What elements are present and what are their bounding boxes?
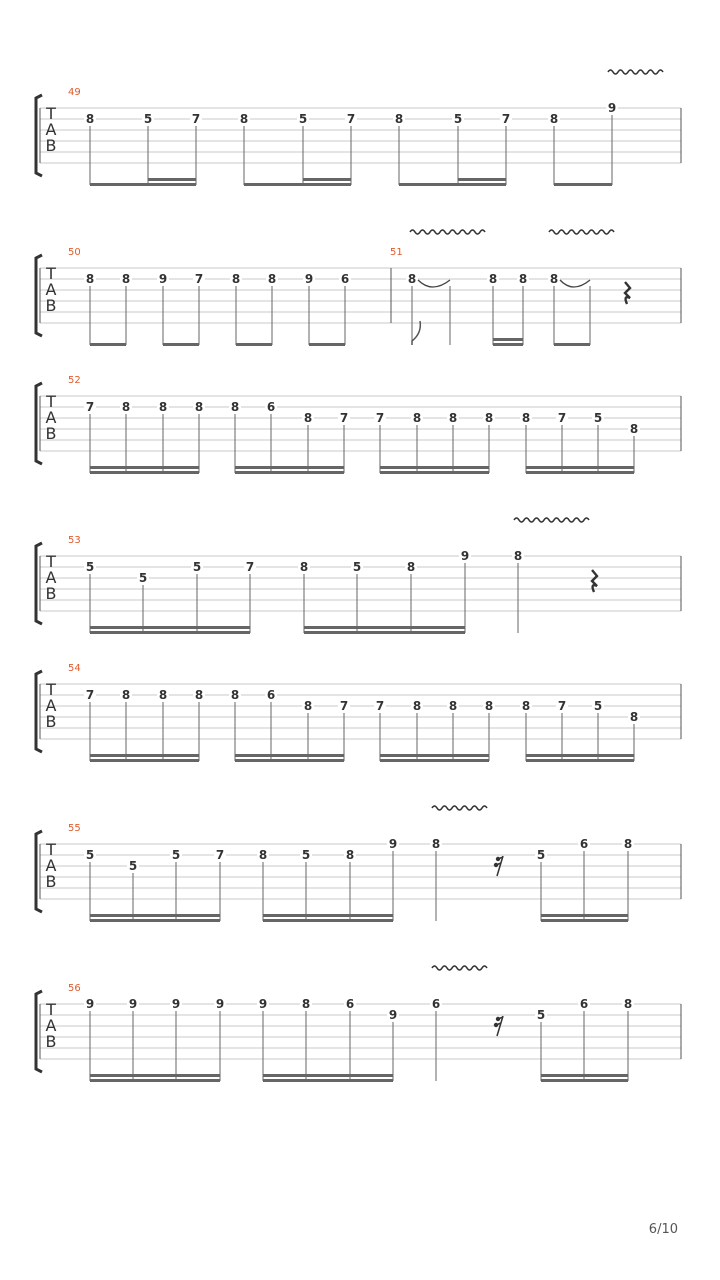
- vibrato-mark: [549, 230, 614, 234]
- tab-clef-letter: B: [45, 872, 57, 891]
- tab-clef-letter: B: [45, 1032, 57, 1051]
- fret-number: 8: [549, 272, 559, 286]
- measure-49: [68, 70, 663, 186]
- tab-clef-letter: B: [45, 136, 57, 155]
- vibrato-mark: [432, 806, 487, 810]
- tab-clef-letter: A: [45, 120, 57, 139]
- fret-number: 9: [607, 101, 617, 115]
- fret-number: 5: [536, 848, 546, 862]
- fret-number: 8: [513, 549, 523, 563]
- note-beam: [526, 754, 634, 757]
- fret-number: 5: [138, 571, 148, 585]
- fret-number: 8: [230, 400, 240, 414]
- fret-number: 7: [557, 699, 567, 713]
- fret-number: 9: [85, 997, 95, 1011]
- measure-number: 56: [68, 983, 81, 994]
- fret-number: 8: [267, 272, 277, 286]
- note-beam: [235, 759, 344, 762]
- fret-number: 5: [85, 848, 95, 862]
- fret-number: 5: [298, 112, 308, 126]
- tab-clef-letter: T: [46, 680, 56, 699]
- note-beam: [235, 466, 344, 469]
- fret-number: 8: [194, 688, 204, 702]
- fret-number: 8: [85, 272, 95, 286]
- fret-number: 5: [593, 699, 603, 713]
- tab-clef-letter: B: [45, 584, 57, 603]
- fret-number: 5: [143, 112, 153, 126]
- note-beam: [380, 759, 489, 762]
- fret-number: 5: [192, 560, 202, 574]
- fret-number: 5: [453, 112, 463, 126]
- tab-clef-letter: T: [46, 1000, 56, 1019]
- note-beam: [90, 183, 196, 186]
- fret-number: 7: [375, 411, 385, 425]
- fret-number: 8: [299, 560, 309, 574]
- tab-clef-letter: A: [45, 280, 57, 299]
- fret-number: 7: [85, 400, 95, 414]
- fret-number: 8: [407, 272, 417, 286]
- fret-number: 7: [557, 411, 567, 425]
- tab-clef-letter: T: [46, 264, 56, 283]
- note-beam: [90, 343, 126, 346]
- note-beam: [90, 914, 220, 917]
- note-beam: [90, 1079, 220, 1082]
- fret-number: 7: [245, 560, 255, 574]
- note-beam: [541, 1074, 628, 1077]
- fret-number: 5: [352, 560, 362, 574]
- measure-number: 51: [390, 247, 403, 258]
- system-bracket: [36, 831, 42, 912]
- tab-clef-letter: B: [45, 712, 57, 731]
- system-bracket: [36, 383, 42, 464]
- tab-clef-letter: A: [45, 856, 57, 875]
- measure-50: [68, 247, 351, 346]
- fret-number: 6: [579, 837, 589, 851]
- note-beam: [399, 183, 506, 186]
- tab-clef-letter: A: [45, 696, 57, 715]
- tab-clef-letter: B: [45, 296, 57, 315]
- measure-number: 55: [68, 823, 81, 834]
- fret-number: 6: [345, 997, 355, 1011]
- note-beam: [90, 471, 199, 474]
- system-bracket: [36, 991, 42, 1072]
- fret-number: 5: [593, 411, 603, 425]
- tab-clef-letter: T: [46, 552, 56, 571]
- note-beam: [458, 178, 506, 181]
- note-beam: [304, 631, 465, 634]
- tab-staff: [36, 543, 681, 624]
- fret-number: 8: [239, 112, 249, 126]
- tab-clef-letter: A: [45, 408, 57, 427]
- tab-staff: [36, 95, 681, 176]
- fret-number: 5: [171, 848, 181, 862]
- fret-number: 8: [158, 688, 168, 702]
- tab-clef-letter: A: [45, 1016, 57, 1035]
- measure-52: [68, 375, 640, 474]
- measure-55: [68, 806, 634, 922]
- note-flag: [412, 321, 420, 345]
- tab-clef-letter: T: [46, 104, 56, 123]
- note-beam: [90, 759, 199, 762]
- note-beam: [236, 343, 272, 346]
- fret-number: 8: [85, 112, 95, 126]
- fret-number: 8: [521, 699, 531, 713]
- fret-number: 8: [121, 400, 131, 414]
- note-beam: [163, 343, 199, 346]
- fret-number: 8: [301, 997, 311, 1011]
- tab-staff: [36, 255, 681, 336]
- note-beam: [235, 754, 344, 757]
- fret-number: 9: [158, 272, 168, 286]
- measure-number: 52: [68, 375, 81, 386]
- fret-number: 6: [431, 997, 441, 1011]
- fret-number: 8: [303, 411, 313, 425]
- note-beam: [263, 919, 393, 922]
- fret-number: 8: [158, 400, 168, 414]
- note-beam: [235, 471, 344, 474]
- note-beam: [90, 626, 250, 629]
- fret-number: 9: [128, 997, 138, 1011]
- measure-number: 50: [68, 247, 81, 258]
- tab-clef-letter: B: [45, 424, 57, 443]
- note-beam: [554, 343, 590, 346]
- measure-56: [68, 966, 634, 1082]
- vibrato-mark: [514, 518, 589, 522]
- fret-number: 8: [406, 560, 416, 574]
- fret-number: 8: [549, 112, 559, 126]
- note-beam: [526, 466, 634, 469]
- fret-number: 6: [266, 400, 276, 414]
- fret-number: 8: [194, 400, 204, 414]
- fret-number: 8: [258, 848, 268, 862]
- page-number: 6/10: [648, 1222, 678, 1237]
- tie: [418, 280, 450, 287]
- note-beam: [554, 183, 612, 186]
- measure-number: 49: [68, 87, 81, 98]
- fret-number: 8: [488, 272, 498, 286]
- measure-53: [68, 518, 597, 634]
- system-bracket: [36, 255, 42, 336]
- fret-number: 5: [128, 859, 138, 873]
- note-beam: [304, 626, 465, 629]
- note-beam: [263, 1079, 393, 1082]
- fret-number: 8: [521, 411, 531, 425]
- fret-number: 9: [215, 997, 225, 1011]
- note-beam: [526, 759, 634, 762]
- fret-number: 7: [85, 688, 95, 702]
- fret-number: 9: [171, 997, 181, 1011]
- fret-number: 8: [448, 411, 458, 425]
- fret-number: 8: [345, 848, 355, 862]
- fret-number: 8: [412, 699, 422, 713]
- measure-51: [390, 230, 630, 346]
- fret-number: 7: [501, 112, 511, 126]
- tab-staff: [36, 671, 681, 752]
- fret-number: 8: [629, 422, 639, 436]
- fret-number: 8: [303, 699, 313, 713]
- fret-number: 9: [304, 272, 314, 286]
- measure-number: 53: [68, 535, 81, 546]
- fret-number: 5: [85, 560, 95, 574]
- note-beam: [541, 1079, 628, 1082]
- fret-number: 8: [629, 710, 639, 724]
- fret-number: 7: [339, 699, 349, 713]
- fret-number: 6: [266, 688, 276, 702]
- note-beam: [90, 1074, 220, 1077]
- fret-number: 8: [484, 699, 494, 713]
- note-beam: [90, 631, 250, 634]
- fret-number: 7: [346, 112, 356, 126]
- fret-number: 8: [484, 411, 494, 425]
- fret-number: 8: [448, 699, 458, 713]
- vibrato-mark: [432, 966, 487, 970]
- fret-number: 9: [388, 1008, 398, 1022]
- fret-number: 6: [579, 997, 589, 1011]
- fret-number: 9: [388, 837, 398, 851]
- note-beam: [90, 754, 199, 757]
- fret-number: 5: [536, 1008, 546, 1022]
- measure-54: [68, 663, 640, 762]
- note-beam: [244, 183, 351, 186]
- fret-number: 6: [340, 272, 350, 286]
- tab-clef-letter: T: [46, 392, 56, 411]
- tab-clef-letter: T: [46, 840, 56, 859]
- note-beam: [493, 343, 523, 346]
- note-beam: [90, 466, 199, 469]
- fret-number: 9: [258, 997, 268, 1011]
- note-beam: [309, 343, 345, 346]
- note-beam: [380, 754, 489, 757]
- fret-number: 8: [623, 837, 633, 851]
- tie: [560, 280, 590, 287]
- note-beam: [148, 178, 196, 181]
- fret-number: 7: [194, 272, 204, 286]
- note-beam: [263, 914, 393, 917]
- note-beam: [263, 1074, 393, 1077]
- vibrato-mark: [608, 70, 663, 74]
- note-beam: [493, 338, 523, 341]
- note-beam: [541, 914, 628, 917]
- fret-number: 8: [394, 112, 404, 126]
- fret-number: 8: [121, 272, 131, 286]
- note-beam: [541, 919, 628, 922]
- system-bracket: [36, 543, 42, 624]
- fret-number: 8: [231, 272, 241, 286]
- fret-number: 8: [230, 688, 240, 702]
- system-bracket: [36, 671, 42, 752]
- fret-number: 7: [215, 848, 225, 862]
- tab-clef-letter: A: [45, 568, 57, 587]
- fret-number: 9: [460, 549, 470, 563]
- note-beam: [90, 919, 220, 922]
- note-beam: [526, 471, 634, 474]
- fret-number: 8: [518, 272, 528, 286]
- tab-staff: [36, 383, 681, 464]
- fret-number: 7: [339, 411, 349, 425]
- note-beam: [380, 471, 489, 474]
- fret-number: 8: [431, 837, 441, 851]
- system-bracket: [36, 95, 42, 176]
- note-beam: [380, 466, 489, 469]
- fret-number: 7: [375, 699, 385, 713]
- vibrato-mark: [410, 230, 485, 234]
- note-beam: [303, 178, 351, 181]
- fret-number: 8: [623, 997, 633, 1011]
- fret-number: 7: [191, 112, 201, 126]
- fret-number: 8: [121, 688, 131, 702]
- fret-number: 8: [412, 411, 422, 425]
- fret-number: 5: [301, 848, 311, 862]
- measure-number: 54: [68, 663, 81, 674]
